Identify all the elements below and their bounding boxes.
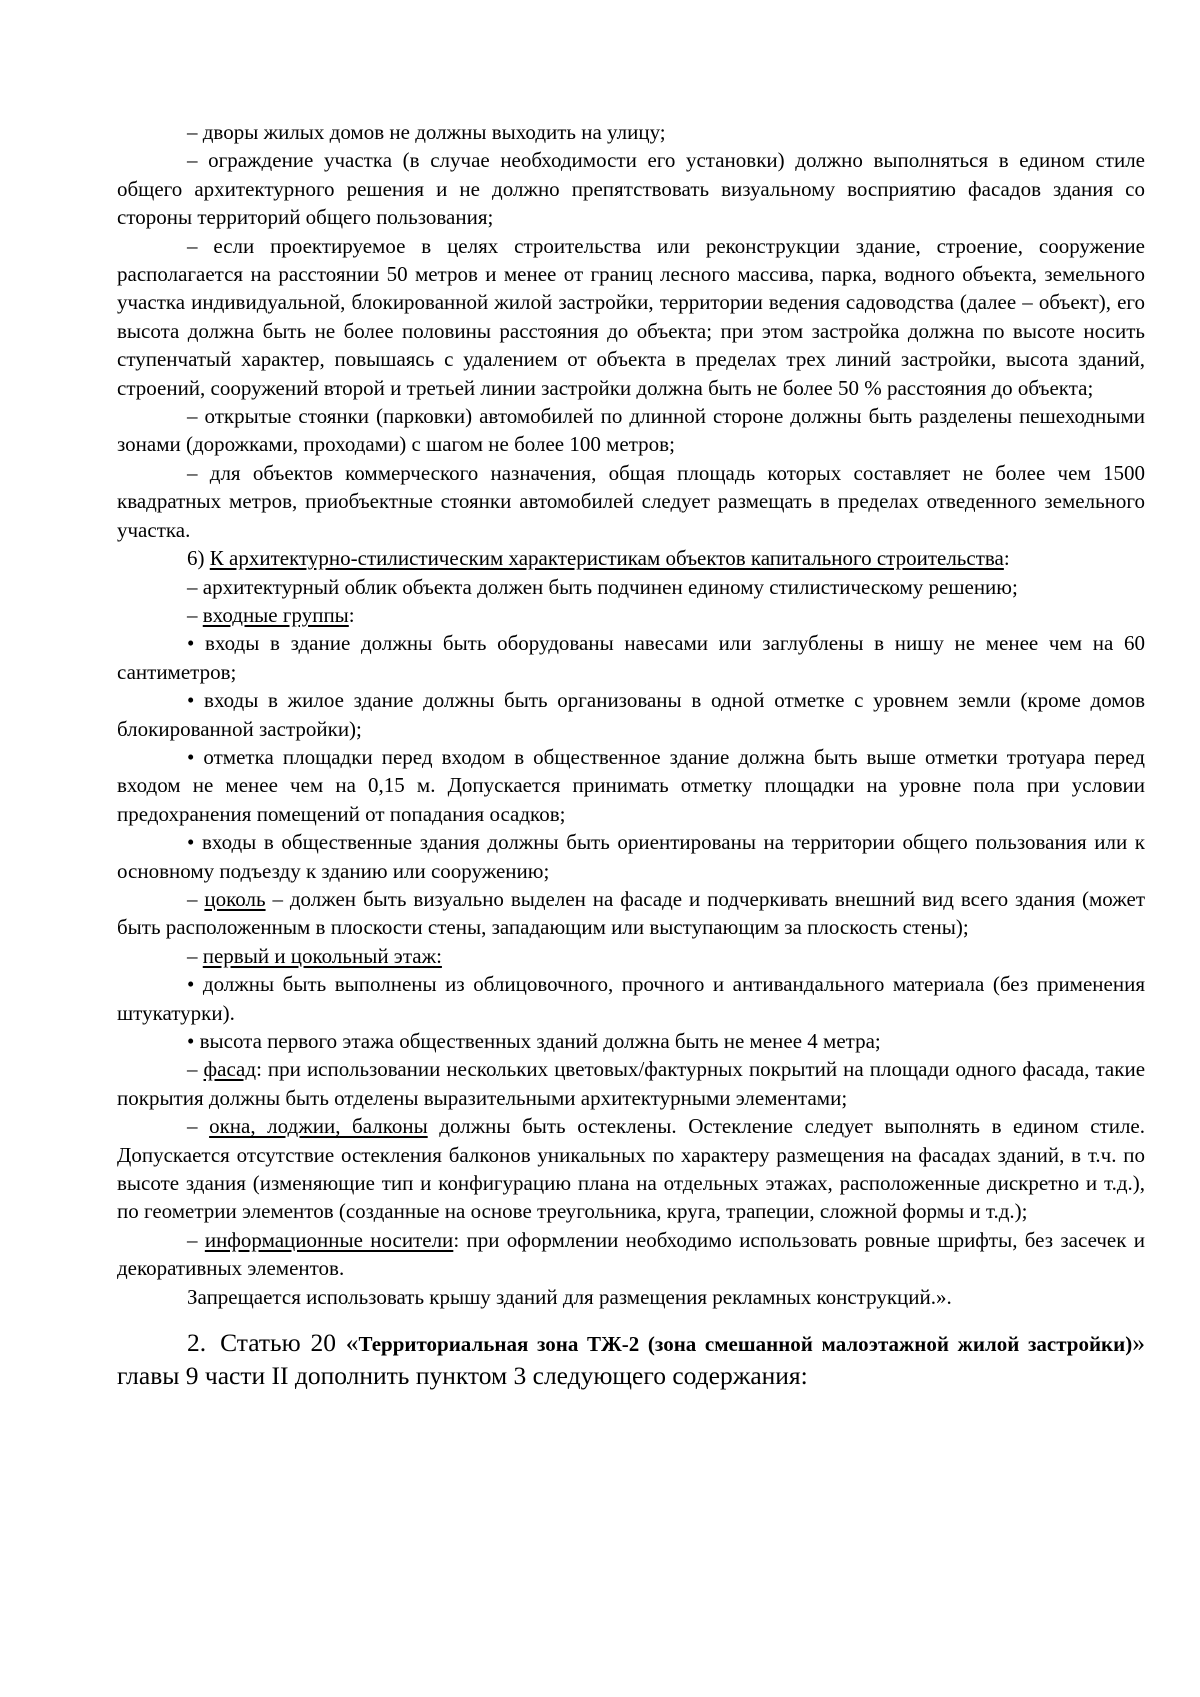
plinth-heading: цоколь (204, 886, 266, 911)
paragraph-plinth (117, 885, 1145, 942)
paragraph-height-limits: – если проектируемое в целях строительства или реконструкции здание, строение, сооружение располагается на расстоянии 50 метров и менее от границ лесного массива, парка, водного объекта, земельного участка индивидуальной, блокированной жилой застройки, территории ведения садоводства (далее – объект), его высота должна быть не более половины расстояния до объекта; при этом застройка должна по высоте носить ступенчатый характер, повышаясь с удалением от объекта в пределах трех линий застройки, высота зданий, строений, сооружений второй и третьей линии застройки должна быть не более 50 % расстояния до объекта; (117, 233, 1145, 400)
paragraph-commercial-parking: – для объектов коммерческого назначения, общая площадь которых составляет не более чем 1500 квадратных метров, приобъектные стоянки автомобилей следует размещать в пределах отведенного земельного участка. (117, 460, 1145, 542)
section-6-heading: К архитектурно-стилистическим характеристикам объектов капитального строительства (209, 546, 1004, 571)
paragraph-first-floor (117, 942, 1145, 970)
paragraph-windows (117, 1112, 1145, 1226)
paragraph-article-20 (117, 1327, 1145, 1392)
paragraph-fencing: – ограждение участка (в случае необходимости его установки) должно выполняться в едином стиле общего архитектурного решения и не должно препятствовать визуальному восприятию фасадов здания со стороны территорий общего пользования; (117, 148, 1145, 230)
paragraph-architectural-style: – архитектурный облик объекта должен быть подчинен единому стилистическому решению; (187, 574, 1018, 599)
section-6-suffix: : (1003, 546, 1010, 571)
bullet-orientation: • входы в общественные здания должны быть ориентированы на территории общего пользования или к основному подъезду к зданию или сооружению; (117, 830, 1145, 883)
windows-prefix: – (187, 1114, 210, 1139)
signage-text: : при оформлении необходимо использовать ровные шрифты, без засечек и декоративных элементов. (117, 1227, 1146, 1281)
article-text-a: Статью 20 « (220, 1328, 359, 1358)
entrance-groups-heading: входные группы (202, 602, 349, 627)
document-page (117, 118, 1145, 1392)
paragraph-courtyards: – дворы жилых домов не должны выходить на улицу; (187, 120, 666, 144)
bullet-canopies: • входы в здание должны быть оборудованы навесами или заглублены в нишу не менее чем на 60 сантиметров; (117, 631, 1145, 684)
paragraph-section-6 (117, 544, 1145, 572)
entrance-groups-suffix: : (348, 602, 355, 627)
paragraph-roof-ads: Запрещается использовать крышу зданий для размещения рекламных конструкций.». (187, 1284, 952, 1309)
facade-prefix: – (187, 1057, 204, 1082)
paragraph-facade (117, 1055, 1145, 1112)
facade-text: : при использовании нескольких цветовых/фактурных покрытий на площади одного фасада, такие покрытия должны быть отделены выразительными архитектурными элементами; (117, 1057, 1146, 1110)
signage-heading: информационные носители (204, 1227, 454, 1252)
bullet-materials: • должны быть выполнены из облицовочного, прочного и антивандального материала (без применения штукатурки). (117, 972, 1145, 1025)
bullet-floor-height: • высота первого этажа общественных зданий должна быть не менее 4 метра; (187, 1029, 881, 1053)
facade-heading: фасад (203, 1057, 257, 1082)
entrance-groups-prefix: – (187, 602, 203, 627)
article-number: 2. (187, 1328, 207, 1358)
paragraph-signage (117, 1226, 1145, 1283)
bullet-platform-level: • отметка площадки перед входом в общественное здание должна быть выше отметки тротуара перед входом не менее чем на 0,15 м. Допускается принимать отметку площадки на уровне пола при условии предохранения помещений от попадания осадков; (117, 744, 1145, 826)
paragraph-entrance-groups (117, 601, 1145, 629)
plinth-prefix: – (187, 886, 205, 911)
signage-prefix: – (187, 1227, 205, 1252)
windows-text: должны быть остеклены. Остекление следует выполнять в едином стиле. Допускается отсутствие остекления балконов уникальных по характеру размещения на фасадах зданий, в т.ч. по высоте здания (изменяющие тип и конфигурацию плана на отдельных этажах, расположенные дискретно и т.д.), по геометрии элементов (созданные на основе треугольника, круга, трапеции, сложной формы и т.д.); (117, 1114, 1146, 1224)
section-6-prefix: 6) (187, 546, 210, 571)
plinth-text: – должен быть визуально выделен на фасаде и подчеркивать внешний вид всего здания (может быть расположенным в плоскости стены, западающим или выступающим за плоскость стены); (117, 886, 1145, 940)
bullet-ground-level: • входы в жилое здание должны быть организованы в одной отметке с уровнем земли (кроме домов блокированной застройки); (117, 688, 1145, 741)
article-text-b: » главы 9 части II дополнить пунктом 3 следующего содержания: (117, 1328, 1146, 1391)
paragraph-parking-zones: – открытые стоянки (парковки) автомобилей по длинной стороне должны быть разделены пешеходными зонами (дорожками, проходами) с шагом не более 100 метров; (117, 404, 1145, 457)
article-zone-title: Территориальная зона ТЖ-2 (зона смешанной малоэтажной жилой застройки) (358, 1332, 1133, 1357)
windows-heading: окна, лоджии, балконы (209, 1114, 428, 1139)
first-floor-prefix: – (187, 943, 203, 968)
first-floor-heading: первый и цокольный этаж: (202, 943, 442, 968)
